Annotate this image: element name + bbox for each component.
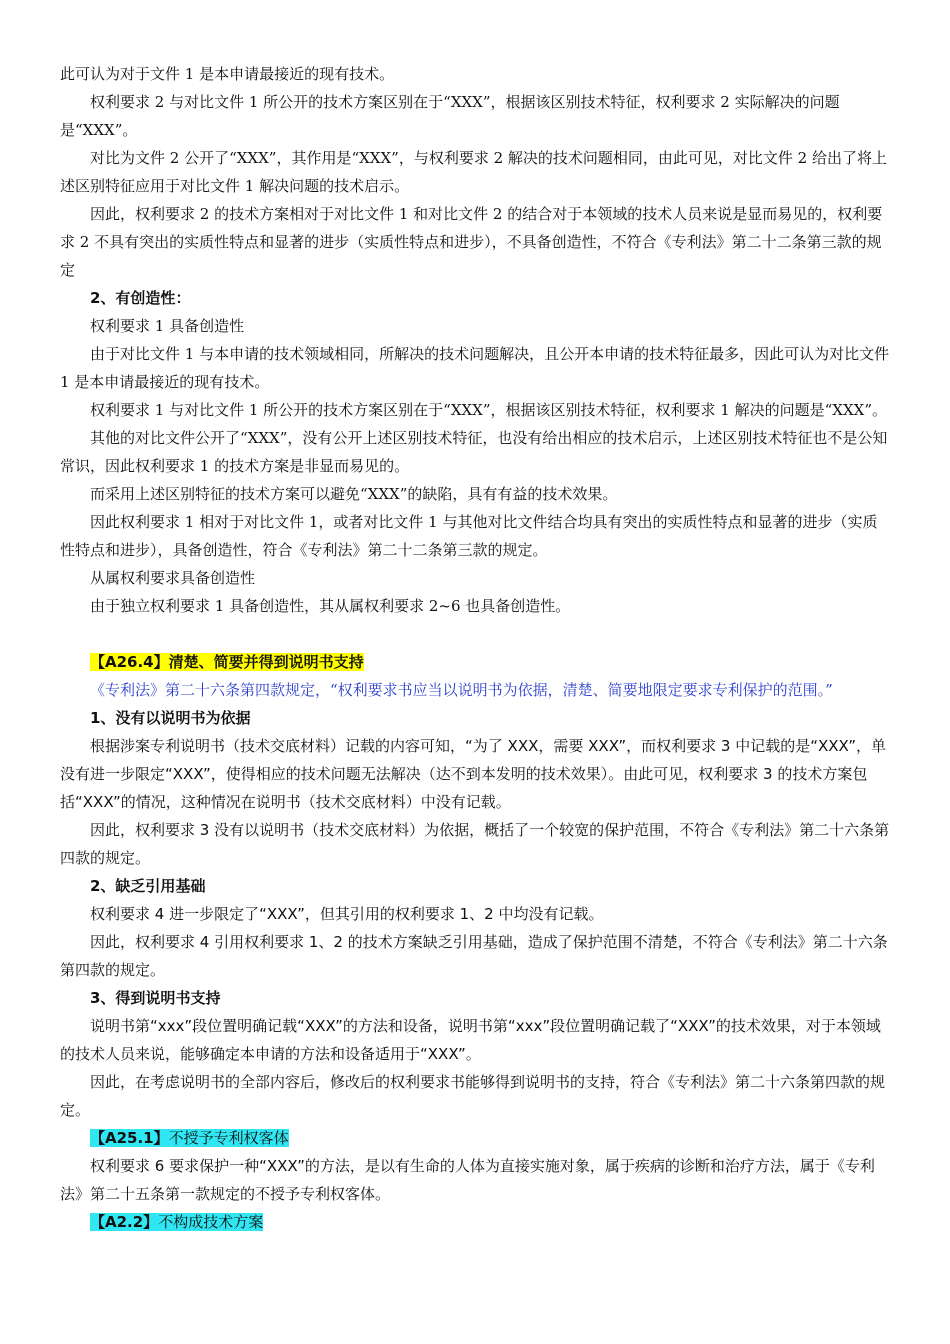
section-heading-a251 <box>60 1124 890 1152</box>
paragraph: 从属权利要求具备创造性 <box>90 569 256 587</box>
subheading-3: 3、得到说明书支持 <box>90 989 221 1007</box>
spacer <box>60 620 890 648</box>
subheading-1: 1、没有以说明书为依据 <box>90 709 251 727</box>
paragraph: 权利要求 6 要求保护一种“XXX”的方法，是以有生命的人体为直接实施对象，属于疾病的诊断和治疗方法，属于《专利法》第二十五条第一款规定的不授予专利权客体。 <box>60 1157 875 1203</box>
paragraph: 权利要求 1 与对比文件 1 所公开的技术方案区别在于“XXX”，根据该区别技术特征，权利要求 1 解决的问题是“XXX”。 <box>90 401 887 419</box>
section-tag-a251: 【A25.1】 <box>90 1129 169 1147</box>
paragraph: 权利要求 1 具备创造性 <box>90 317 245 335</box>
paragraph: 因此，在考虑说明书的全部内容后，修改后的权利要求书能够得到说明书的支持，符合《专利法》第二十六条第四款的规定。 <box>60 1073 886 1119</box>
paragraph: 因此，权利要求 2 的技术方案相对于对比文件 1 和对比文件 2 的结合对于本领域的技术人员来说是显而易见的，权利要求 2 不具有突出的实质性特点和显著的进步（实质性特点和进步），不具备创造性，不符合《专利法》第二十二条第三款的规定 <box>60 205 883 279</box>
section-title-a251 <box>90 1129 289 1147</box>
subheading-2: 2、缺乏引用基础 <box>90 877 206 895</box>
paragraph: 此可认为对于文件 1 是本申请最接近的现有技术。 <box>60 65 395 83</box>
paragraph: 因此，权利要求 3 没有以说明书（技术交底材料）为依据，概括了一个较宽的保护范围，不符合《专利法》第二十六条第四款的规定。 <box>60 821 890 867</box>
paragraph: 说明书第“xxx”段位置明确记载“XXX”的方法和设备，说明书第“xxx”段位置明确记载了“XXX”的技术效果，对于本领域的技术人员来说，能够确定本申请的方法和设备适用于“XXX”。 <box>60 1017 881 1063</box>
paragraph: 由于独立权利要求 1 具备创造性，其从属权利要求 2~6 也具备创造性。 <box>90 597 571 615</box>
paragraph: 因此，权利要求 4 引用权利要求 1、2 的技术方案缺乏引用基础，造成了保护范围不清楚，不符合《专利法》第二十六条第四款的规定。 <box>60 933 888 979</box>
section-title-a22 <box>90 1213 263 1231</box>
paragraph: 根据涉案专利说明书（技术交底材料）记载的内容可知，“为了 XXX，需要 XXX”，而权利要求 3 中记载的是“XXX”，单没有进一步限定“XXX”，使得相应的技术问题无法解决（达不到本发明的技术效果）。由此可见，权利要求 3 的技术方案包括“XXX”的情况，这种情况在说明书（技术交底材料）中没有记载。 <box>60 737 886 811</box>
paragraph: 其他的对比文件公开了“XXX”，没有公开上述区别技术特征，也没有给出相应的技术启示，上述区别技术特征也不是公知常识，因此权利要求 1 的技术方案是非显而易见的。 <box>60 429 888 475</box>
paragraph: 因此权利要求 1 相对于对比文件 1，或者对比文件 1 与其他对比文件结合均具有突出的实质性特点和显著的进步（实质性特点和进步），具备创造性，符合《专利法》第二十二条第三款的规定。 <box>60 513 878 559</box>
section-tag-a22: 【A2.2】 <box>90 1213 159 1231</box>
document-page <box>60 60 890 1236</box>
section-title-a264: 【A26.4】清楚、简要并得到说明书支持 <box>90 653 364 671</box>
paragraph: 对比为文件 2 公开了“XXX”，其作用是“XXX”，与权利要求 2 解决的技术问题相同，由此可见，对比文件 2 给出了将上述区别特征应用于对比文件 1 解决问题的技术启示。 <box>60 149 887 195</box>
section-heading-a264 <box>60 648 890 676</box>
section-label-a251: 不授予专利权客体 <box>168 1129 289 1147</box>
paragraph: 由于对比文件 1 与本申请的技术领域相同，所解决的技术问题解决，且公开本申请的技术特征最多，因此可认为对比文件 1 是本申请最接近的现有技术。 <box>60 345 890 391</box>
heading-creative: 2、有创造性： <box>90 289 191 307</box>
section-label-a22: 不构成技术方案 <box>158 1213 264 1231</box>
paragraph: 权利要求 4 进一步限定了“XXX”，但其引用的权利要求 1、2 中均没有记载。 <box>90 905 604 923</box>
law-quote-a264: 《专利法》第二十六条第四款规定，“权利要求书应当以说明书为依据，清楚、简要地限定要求专利保护的范围。” <box>90 681 833 699</box>
paragraph: 权利要求 2 与对比文件 1 所公开的技术方案区别在于“XXX”，根据该区别技术特征，权利要求 2 实际解决的问题是“XXX”。 <box>60 93 840 139</box>
section-heading-a22 <box>60 1208 890 1236</box>
paragraph: 而采用上述区别特征的技术方案可以避免“XXX”的缺陷，具有有益的技术效果。 <box>90 485 618 503</box>
